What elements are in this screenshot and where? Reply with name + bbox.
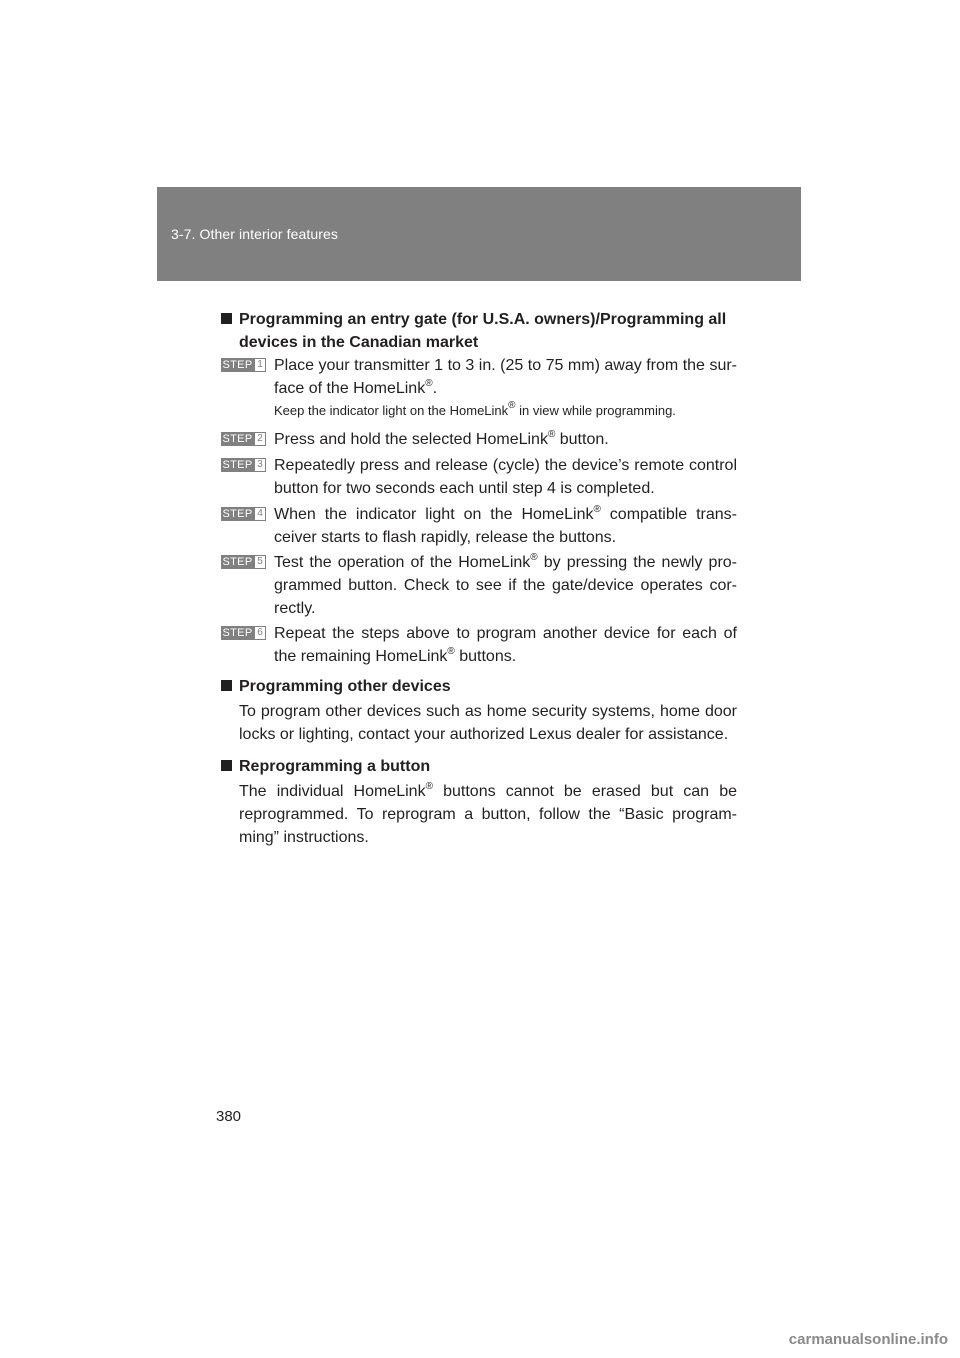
step-badge-5: STEP 5 — [221, 555, 267, 569]
step-3-text: Repeatedly press and release (cycle) the device’s remote control button for two seconds each until step 4 is completed. — [274, 457, 737, 497]
step-4 — [221, 503, 737, 549]
step-badge-4: STEP 4 — [221, 507, 267, 521]
step-1-note: Keep the indicator light on the HomeLink® in view while programming. — [274, 400, 676, 418]
heading-reprogramming-button: Reprogramming a button — [221, 755, 737, 778]
square-bullet-icon — [221, 680, 232, 691]
square-bullet-icon — [221, 760, 232, 771]
step-1 — [221, 354, 737, 400]
step-2-text: Press and hold the selected HomeLink® button. — [274, 429, 609, 448]
step-1-text: Place your transmitter 1 to 3 in. (25 to 75 mm) away from the sur-face of the HomeLink®. — [274, 357, 737, 397]
section-title: 3-7. Other interior features — [171, 226, 338, 242]
square-bullet-icon — [221, 313, 232, 324]
step-badge-1: STEP 1 — [221, 358, 267, 372]
step-6 — [221, 622, 737, 668]
step-2 — [221, 428, 737, 451]
section-header-band — [157, 187, 801, 281]
paragraph-reprogramming: The individual HomeLink® buttons cannot be erased but can be reprogrammed. To reprogram a button, follow the “Basic program-ming” instructions. — [239, 781, 738, 846]
step-5 — [221, 551, 737, 620]
step-badge-6: STEP 6 — [221, 626, 267, 640]
step-5-text: Test the operation of the HomeLink® by pressing the newly pro-grammed button. Check to see if the gate/device operates cor-rectly. — [274, 552, 737, 617]
step-3 — [221, 454, 737, 500]
step-4-text: When the indicator light on the HomeLink® compatible trans-ceiver starts to flash rapidly, release the buttons. — [274, 504, 737, 546]
heading-programming-other-devices: Programming other devices — [221, 675, 737, 698]
step-badge-3: STEP 3 — [221, 458, 267, 472]
page-number: 380 — [216, 1108, 242, 1125]
step-6-text: Repeat the steps above to program another device for each of the remaining HomeLink® buttons. — [274, 625, 737, 665]
watermark: carmanualsonline.info — [788, 1331, 948, 1348]
heading-programming-entry-gate: Programming an entry gate (for U.S.A. owners)/Programming all devices in the Canadian market — [221, 308, 737, 354]
step-badge-2: STEP 2 — [221, 432, 267, 446]
paragraph-other-devices: To program other devices such as home security systems, home door locks or lighting, contact your authorized Lexus dealer for assistance. — [239, 703, 737, 743]
